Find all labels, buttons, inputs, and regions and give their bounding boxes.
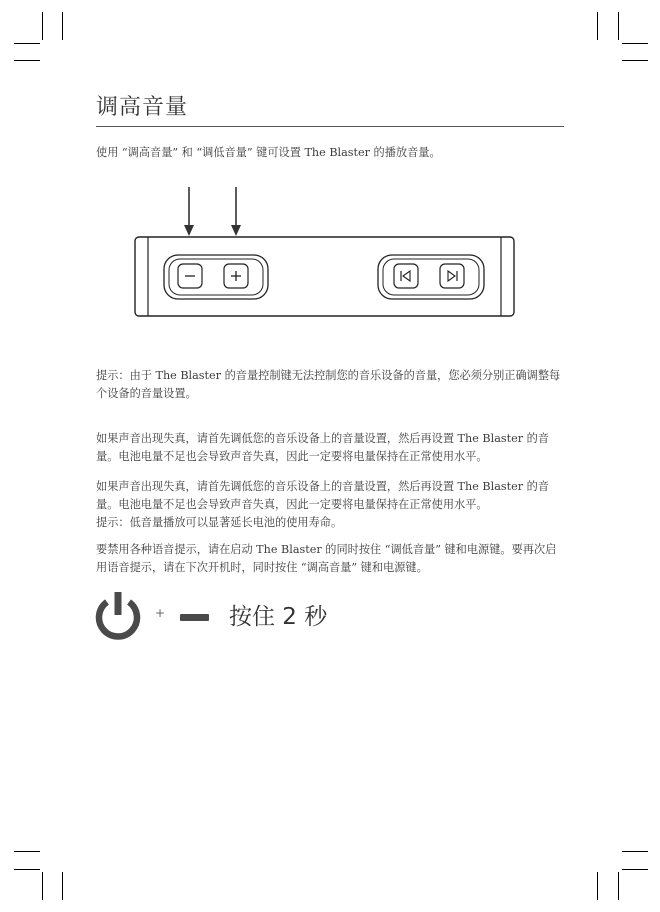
crop-mark	[622, 851, 648, 852]
arrow-volume-up	[231, 187, 241, 236]
crop-mark	[618, 12, 619, 40]
crop-mark	[622, 43, 648, 44]
crop-mark	[14, 60, 40, 61]
distortion-text: 如果声音出现失真，请首先调低您的音乐设备上的音量设置，然后再设置 The Blaster 的音量。电池电量不足也会导致声音失真，因此一定要将电量保持在正常使用水平。	[96, 480, 550, 511]
previous-track-button[interactable]	[394, 264, 418, 288]
volume-up-button[interactable]	[224, 264, 248, 288]
tip-battery-life: 提示：低音量播放可以显著延长电池的使用寿命。	[96, 516, 343, 529]
tip-volume-control: 提示：由于 The Blaster 的音量控制键无法控制您的音乐设备的音量，您必须分别正确调整每个设备的音量设置。	[96, 369, 561, 400]
crop-mark	[622, 869, 648, 870]
volume-down-button[interactable]	[178, 264, 202, 288]
section-title: 调高音量	[96, 95, 189, 120]
distortion-paragraph-1: 如果声音出现失真，请首先调低您的音乐设备上的音量设置，然后再设置 The Blaster 的音量。电池电量不足也会导致声音失真，因此一定要将电量保持在正常使用水平。	[96, 432, 550, 463]
crop-mark	[62, 872, 63, 900]
title-divider	[96, 126, 564, 127]
crop-mark	[597, 12, 598, 40]
plus-sign: +	[155, 606, 166, 620]
minus-icon	[180, 614, 209, 621]
voice-prompt-paragraph: 要禁用各种语音提示，请在启动 The Blaster 的同时按住 “调低音量” 键和电源键。要再次启用语音提示，请在下次开机时，同时按住 “调高音量” 键和电源键。	[96, 543, 557, 574]
crop-mark	[597, 872, 598, 900]
crop-mark	[622, 60, 648, 61]
intro-text: 使用 “调高音量” 和 “调低音量” 键可设置 The Blaster 的播放音量。	[96, 146, 441, 159]
crop-mark	[42, 872, 43, 900]
arrow-volume-down	[184, 187, 194, 236]
crop-mark	[62, 12, 63, 40]
hold-duration-text: 按住 2 秒	[229, 604, 328, 630]
next-track-button[interactable]	[440, 264, 464, 288]
distortion-paragraph-2	[96, 478, 566, 532]
crop-mark	[14, 43, 40, 44]
crop-mark	[42, 12, 43, 40]
crop-mark	[14, 869, 40, 870]
crop-mark	[14, 851, 40, 852]
crop-mark	[618, 872, 619, 900]
power-icon	[93, 590, 143, 644]
